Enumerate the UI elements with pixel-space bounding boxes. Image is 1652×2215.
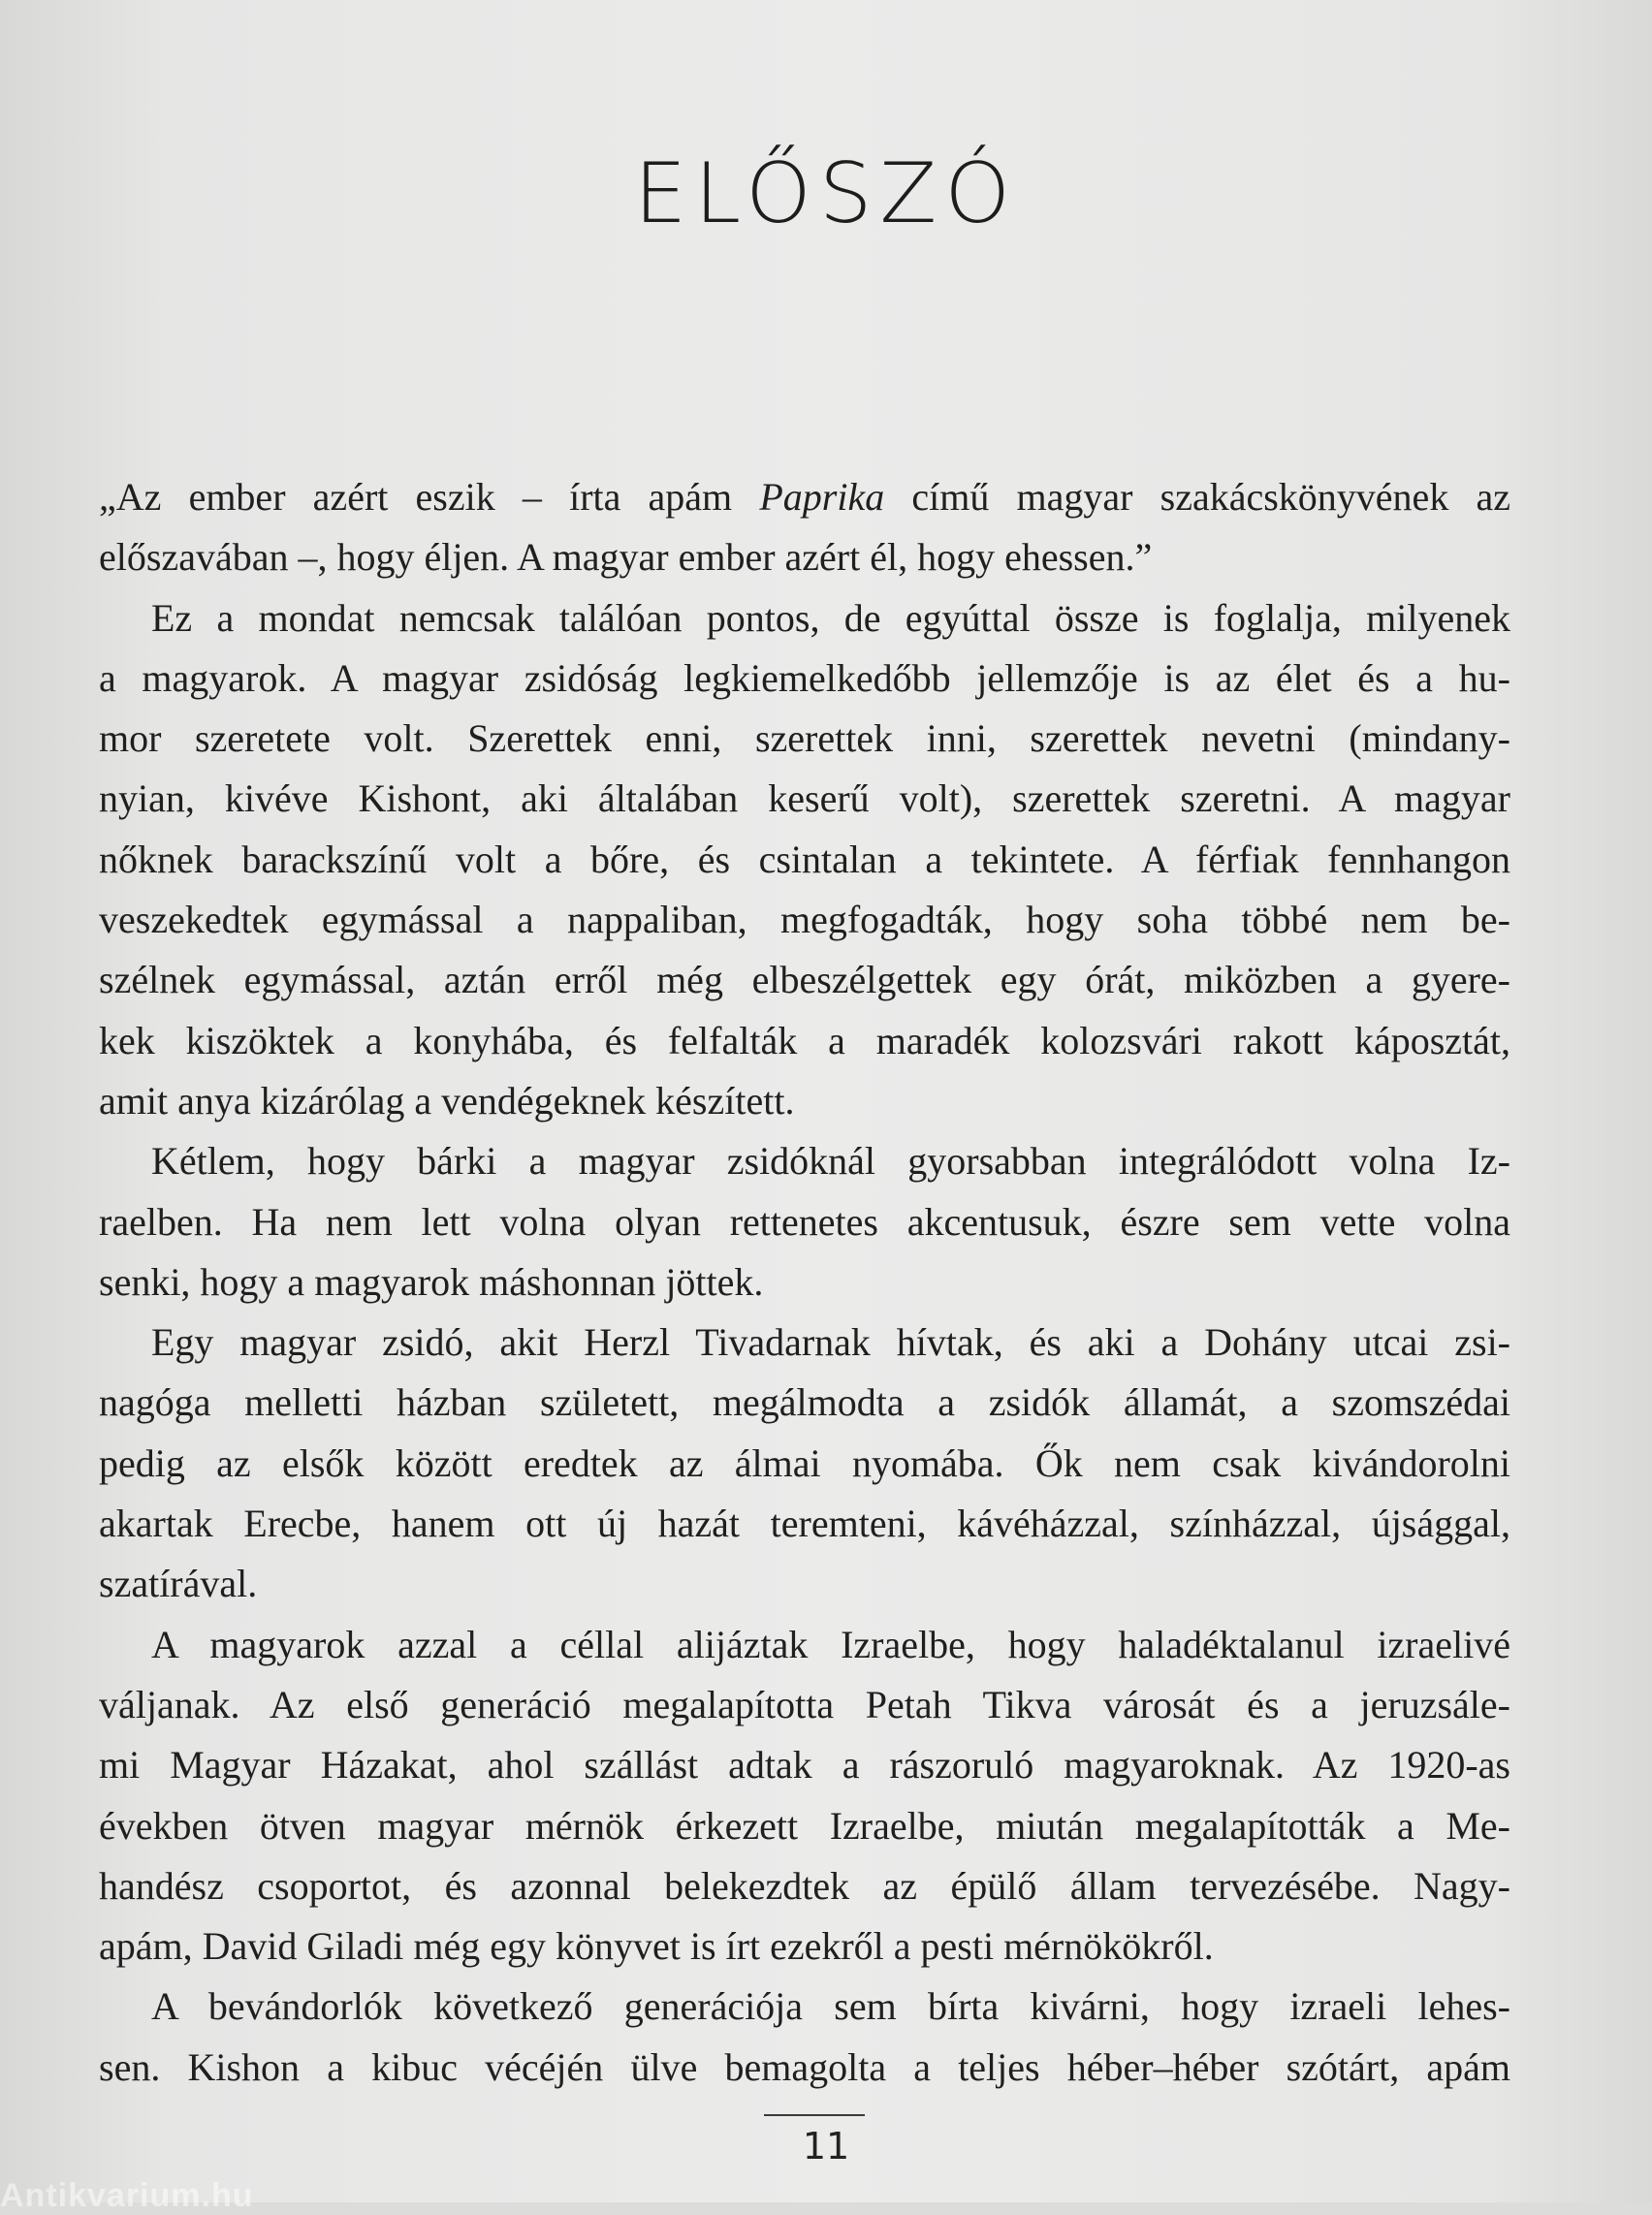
text-line: handész csoportot, és azonnal belekezdtek az épülő állam tervezésébe. Nagy- bbox=[99, 1863, 1510, 1908]
text-line: amit anya kizárólag a vendégeknek készített. bbox=[99, 1078, 795, 1123]
text-line: Ez a mondat nemcsak találóan pontos, de egyúttal össze is foglalja, milyenek bbox=[151, 595, 1510, 640]
text-line: akartak Erecbe, hanem ott új hazát teremteni, kávéházzal, színházzal, újsággal, bbox=[99, 1502, 1510, 1546]
book-title-italic: Paprika bbox=[759, 475, 885, 519]
paragraph bbox=[99, 1615, 1510, 1978]
text-line: nyian, kivéve Kishont, aki általában keserű volt), szerettek szeretni. A magyar bbox=[99, 776, 1510, 821]
text-line: mor szeretete volt. Szerettek enni, szerettek inni, szerettek nevetni (mindany- bbox=[99, 716, 1510, 761]
text-line: a magyarok. A magyar zsidóság legkiemelkedőbb jellemzője is az élet és a hu- bbox=[99, 655, 1510, 700]
text-line: mi Magyar Házakat, ahol szállást adtak a rászoruló magyaroknak. Az 1920-as bbox=[99, 1743, 1510, 1788]
text-line: senki, hogy a magyarok máshonnan jöttek. bbox=[99, 1259, 764, 1304]
footer-rule bbox=[764, 2114, 865, 2116]
text-line: veszekedtek egymással a nappaliban, megfogadták, hogy soha többé nem be- bbox=[99, 898, 1510, 942]
text-line: A magyarok azzal a céllal alijáztak Izraelbe, hogy haladéktalanul izraelivé bbox=[151, 1622, 1510, 1666]
text-line: sen. Kishon a kibuc vécéjén ülve bemagolta a teljes héber–héber szótárt, apám bbox=[99, 2044, 1510, 2089]
paragraph bbox=[99, 588, 1510, 1132]
text-line: Kétlem, hogy bárki a magyar zsidóknál gyorsabban integrálódott volna Iz- bbox=[151, 1139, 1510, 1184]
text-line: szatírával. bbox=[99, 1562, 258, 1606]
text-line: pedig az elsők között eredtek az álmai nyomába. Ők nem csak kivándorolni bbox=[99, 1440, 1510, 1485]
text-line: nőknek barackszínű volt a bőre, és csintalan a tekintete. A férfiak fennhangon bbox=[99, 837, 1510, 881]
page-number: 11 bbox=[802, 2125, 850, 2168]
paragraph bbox=[99, 467, 1510, 588]
paragraph bbox=[99, 1131, 1510, 1313]
chapter-title: ELŐSZÓ bbox=[633, 145, 1019, 242]
text-line: raelben. Ha nem lett volna olyan rettenetes akcentusuk, észre sem vette volna bbox=[99, 1199, 1510, 1244]
text-line: nagóga melletti házban született, megálmodta a zsidók államát, a szomszédai bbox=[99, 1380, 1510, 1425]
text-line: kek kiszöktek a konyhába, és felfalták a maradék kolozsvári rakott káposztát, bbox=[99, 1018, 1510, 1062]
text-line: években ötven magyar mérnök érkezett Izraelbe, miután megalapították a Me- bbox=[99, 1803, 1510, 1848]
text-line: Egy magyar zsidó, akit Herzl Tivadarnak hívtak, és aki a Dohány utcai zsi- bbox=[151, 1320, 1510, 1365]
chapter-body bbox=[99, 467, 1510, 2098]
text-line: váljanak. Az első generáció megalapította Petah Tikva városát és a jeruzsále- bbox=[99, 1682, 1510, 1726]
text-line: A bevándorlók következő generációja sem bírta kivárni, hogy izraeli lehes- bbox=[151, 1984, 1510, 2029]
text-line: előszavában –, hogy éljen. A magyar ember azért él, hogy ehessen.” bbox=[99, 535, 1153, 580]
text-line: „Az ember azért eszik – írta apám Paprika című magyar szakácskönyvének az bbox=[99, 475, 1510, 519]
text-line: apám, David Giladi még egy könyvet is írt ezekről a pesti mérnökökről. bbox=[99, 1924, 1214, 1969]
watermark: Antikvarium.hu bbox=[0, 2177, 254, 2214]
paragraph bbox=[99, 1313, 1510, 1614]
paragraph bbox=[99, 1977, 1510, 2098]
text-line: szélnek egymással, aztán erről még elbeszélgettek egy órát, miközben a gyere- bbox=[99, 958, 1510, 1002]
